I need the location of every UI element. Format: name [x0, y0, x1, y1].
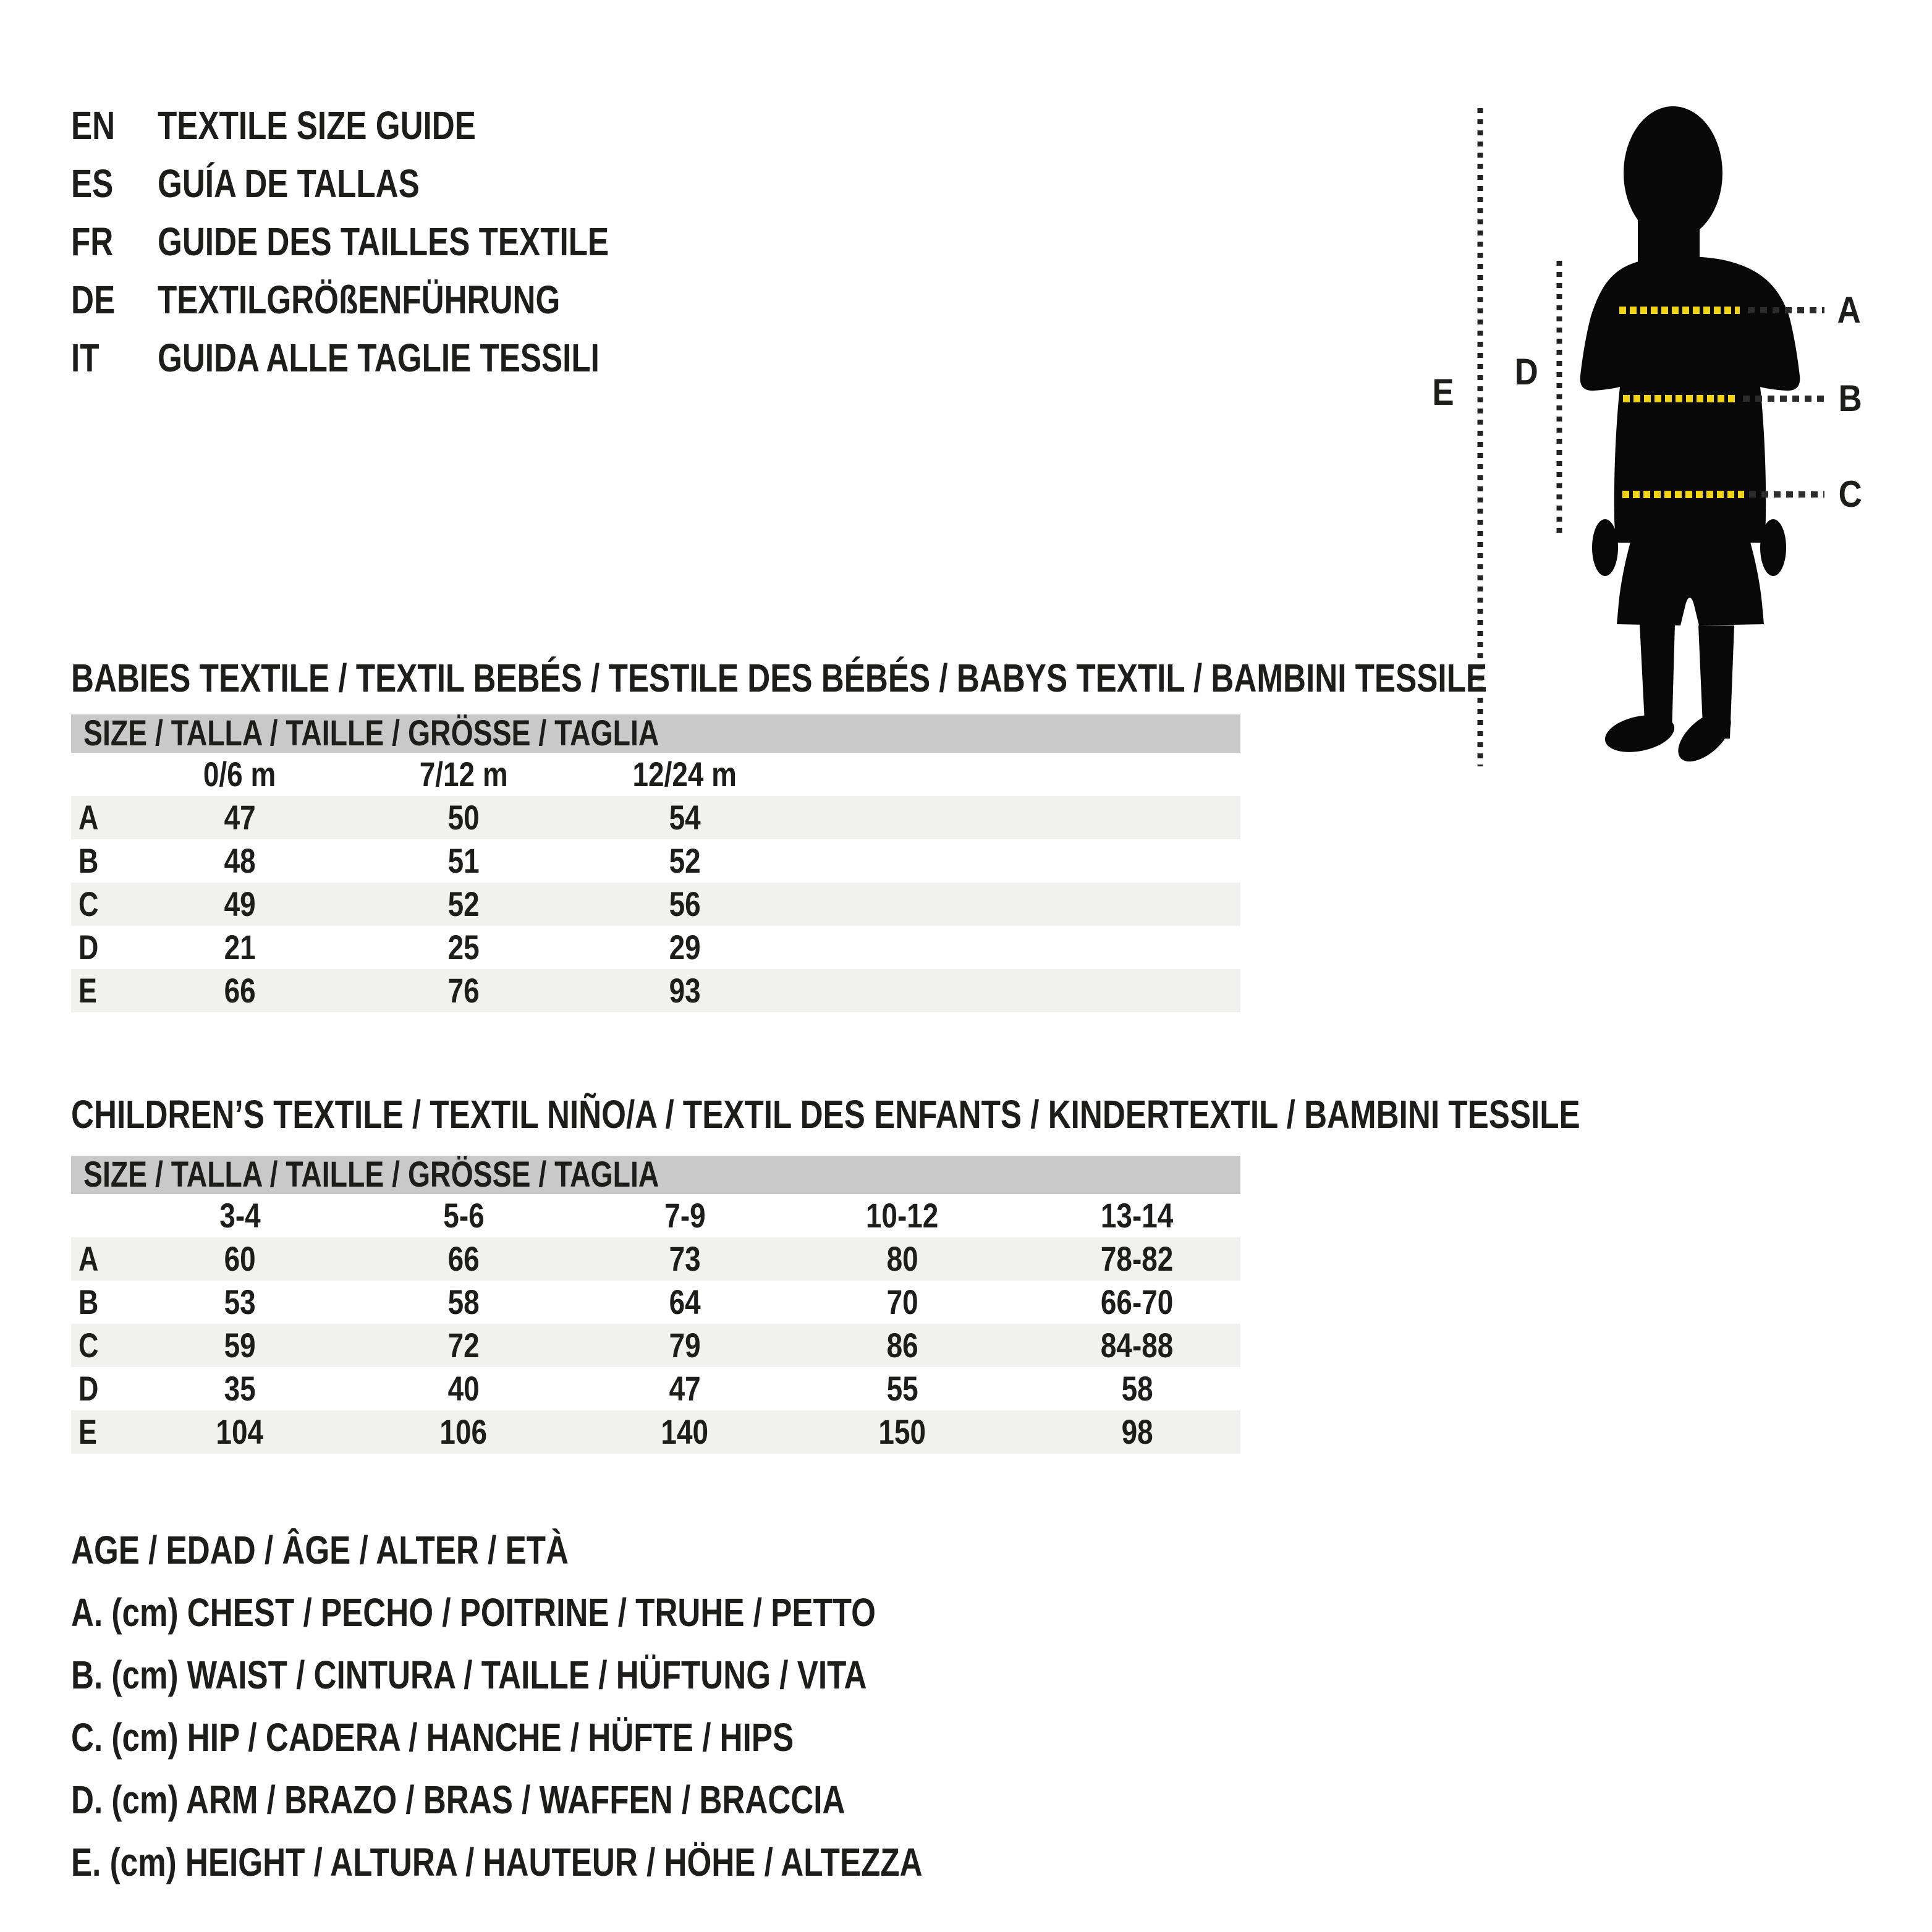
cell-value: 78-82: [1101, 1239, 1174, 1278]
cell-value: 60: [224, 1239, 256, 1278]
cell-value: 56: [669, 884, 701, 923]
cell-value: 49: [224, 884, 256, 923]
column-header: 0/6 m: [203, 755, 276, 794]
cell-value: 76: [447, 971, 480, 1010]
cell-value: 150: [878, 1412, 926, 1451]
cell-value: 66: [447, 1239, 480, 1278]
size-header-bar: SIZE / TALLA / TAILLE / GRÖSSE / TAGLIA: [71, 1156, 1240, 1194]
children-column-header-row: [71, 1194, 1240, 1237]
language-row-de: [71, 271, 722, 329]
cell-value: 50: [447, 798, 480, 837]
legend-chest: A. (cm) CHEST / PECHO / POITRINE / TRUHE / PETTO: [71, 1590, 876, 1635]
children-section-heading: CHILDREN’S TEXTILE / TEXTIL NIÑO/A / TEXTIL DES ENFANTS / KINDERTEXTIL / BAMBINI TESSILE: [71, 1092, 1580, 1137]
cell-value: 84-88: [1101, 1326, 1174, 1365]
cell-value: 86: [886, 1326, 918, 1365]
guide-title: TEXTILGRÖßENFÜHRUNG: [158, 278, 561, 322]
table-row: [71, 1367, 1240, 1410]
cell-value: 64: [669, 1282, 701, 1321]
table-row: [71, 969, 1240, 1012]
table-row: [71, 1281, 1240, 1324]
language-code: EN: [71, 103, 116, 148]
column-header: 7/12 m: [419, 755, 508, 794]
cell-value: 59: [224, 1326, 256, 1365]
left-hand-shape: [1592, 519, 1618, 576]
cell-value: 106: [439, 1412, 488, 1451]
cell-value: 52: [669, 841, 701, 880]
cell-value: 29: [669, 928, 701, 967]
language-code: FR: [71, 219, 114, 264]
guide-title: GUIDE DES TAILLES TEXTILE: [158, 219, 609, 264]
column-header: 7-9: [664, 1196, 706, 1235]
table-row: [71, 796, 1240, 839]
guide-title: TEXTILE SIZE GUIDE: [158, 103, 476, 148]
row-label: E: [78, 971, 97, 1010]
column-header: 10-12: [866, 1196, 939, 1235]
language-code: ES: [71, 161, 114, 206]
babies-column-header-row: [71, 753, 1240, 796]
size-header-bar: SIZE / TALLA / TAILLE / GRÖSSE / TAGLIA: [71, 714, 1240, 753]
table-row: [71, 926, 1240, 969]
cell-value: 80: [886, 1239, 918, 1278]
language-row-es: [71, 155, 722, 213]
cell-value: 25: [447, 928, 480, 967]
cell-value: 140: [661, 1412, 709, 1451]
cell-value: 72: [447, 1326, 480, 1365]
cell-value: 53: [224, 1282, 256, 1321]
cell-value: 48: [224, 841, 256, 880]
cell-value: 35: [224, 1369, 256, 1408]
cell-value: 21: [224, 928, 256, 967]
row-label: D: [78, 1369, 99, 1408]
cell-value: 66-70: [1101, 1282, 1174, 1321]
children-size-table: [71, 1156, 1240, 1454]
legend-arm: D. (cm) ARM / BRAZO / BRAS / WAFFEN / BRACCIA: [71, 1777, 845, 1822]
row-label: D: [78, 928, 99, 967]
measurement-legend: [71, 1519, 1135, 1894]
cell-value: 104: [216, 1412, 264, 1451]
arm-label: D: [1514, 351, 1539, 392]
legend-height: E. (cm) HEIGHT / ALTURA / HAUTEUR / HÖHE / ALTEZZA: [71, 1840, 923, 1884]
guide-title: GUÍA DE TALLAS: [158, 161, 420, 206]
language-row-en: [71, 96, 722, 155]
column-header: 12/24 m: [632, 755, 737, 794]
right-hand-shape: [1760, 519, 1786, 576]
cell-value: 47: [224, 798, 256, 837]
babies-section-heading: BABIES TEXTILE / TEXTIL BEBÉS / TESTILE DES BÉBÉS / BABYS TEXTIL / BAMBINI TESSILE: [71, 656, 1488, 700]
cell-value: 79: [669, 1326, 701, 1365]
row-label: B: [78, 1282, 99, 1321]
chest-label: A: [1837, 289, 1862, 331]
language-title-list: [71, 96, 722, 387]
language-code: DE: [71, 278, 116, 322]
column-header: 3-4: [219, 1196, 261, 1235]
cell-value: 73: [669, 1239, 701, 1278]
cell-value: 93: [669, 971, 701, 1010]
legend-age: AGE / EDAD / ÂGE / ALTER / ETÀ: [71, 1528, 569, 1572]
column-header: 13-14: [1101, 1196, 1174, 1235]
cell-value: 58: [447, 1282, 480, 1321]
shorts-shape: [1617, 538, 1764, 625]
legend-waist: B. (cm) WAIST / CINTURA / TAILLE / HÜFTUNG / VITA: [71, 1653, 867, 1697]
cell-value: 58: [1121, 1369, 1153, 1408]
row-label: C: [78, 884, 99, 923]
waist-label: B: [1838, 378, 1863, 419]
cell-value: 54: [669, 798, 701, 837]
babies-size-table: [71, 714, 1240, 1012]
language-row-fr: [71, 213, 722, 271]
row-label: C: [78, 1326, 99, 1365]
language-code: IT: [71, 336, 100, 380]
column-header: 5-6: [443, 1196, 485, 1235]
hip-label: C: [1838, 473, 1863, 515]
table-row: [71, 1237, 1240, 1281]
cell-value: 40: [447, 1369, 480, 1408]
table-row: [71, 1324, 1240, 1367]
height-label: E: [1432, 371, 1454, 413]
cell-value: 98: [1121, 1412, 1153, 1451]
cell-value: 47: [669, 1369, 701, 1408]
legend-hip: C. (cm) HIP / CADERA / HANCHE / HÜFTE / HIPS: [71, 1715, 794, 1760]
cell-value: 51: [447, 841, 480, 880]
cell-value: 52: [447, 884, 480, 923]
cell-value: 66: [224, 971, 256, 1010]
row-label: A: [78, 1239, 99, 1278]
row-label: A: [78, 798, 99, 837]
cell-value: 70: [886, 1282, 918, 1321]
row-label: B: [78, 841, 99, 880]
row-label: E: [78, 1412, 97, 1451]
table-row: [71, 883, 1240, 926]
language-row-it: [71, 329, 722, 387]
cell-value: 55: [886, 1369, 918, 1408]
guide-title: GUIDA ALLE TAGLIE TESSILI: [158, 336, 600, 380]
table-row: [71, 1410, 1240, 1454]
table-row: [71, 839, 1240, 883]
